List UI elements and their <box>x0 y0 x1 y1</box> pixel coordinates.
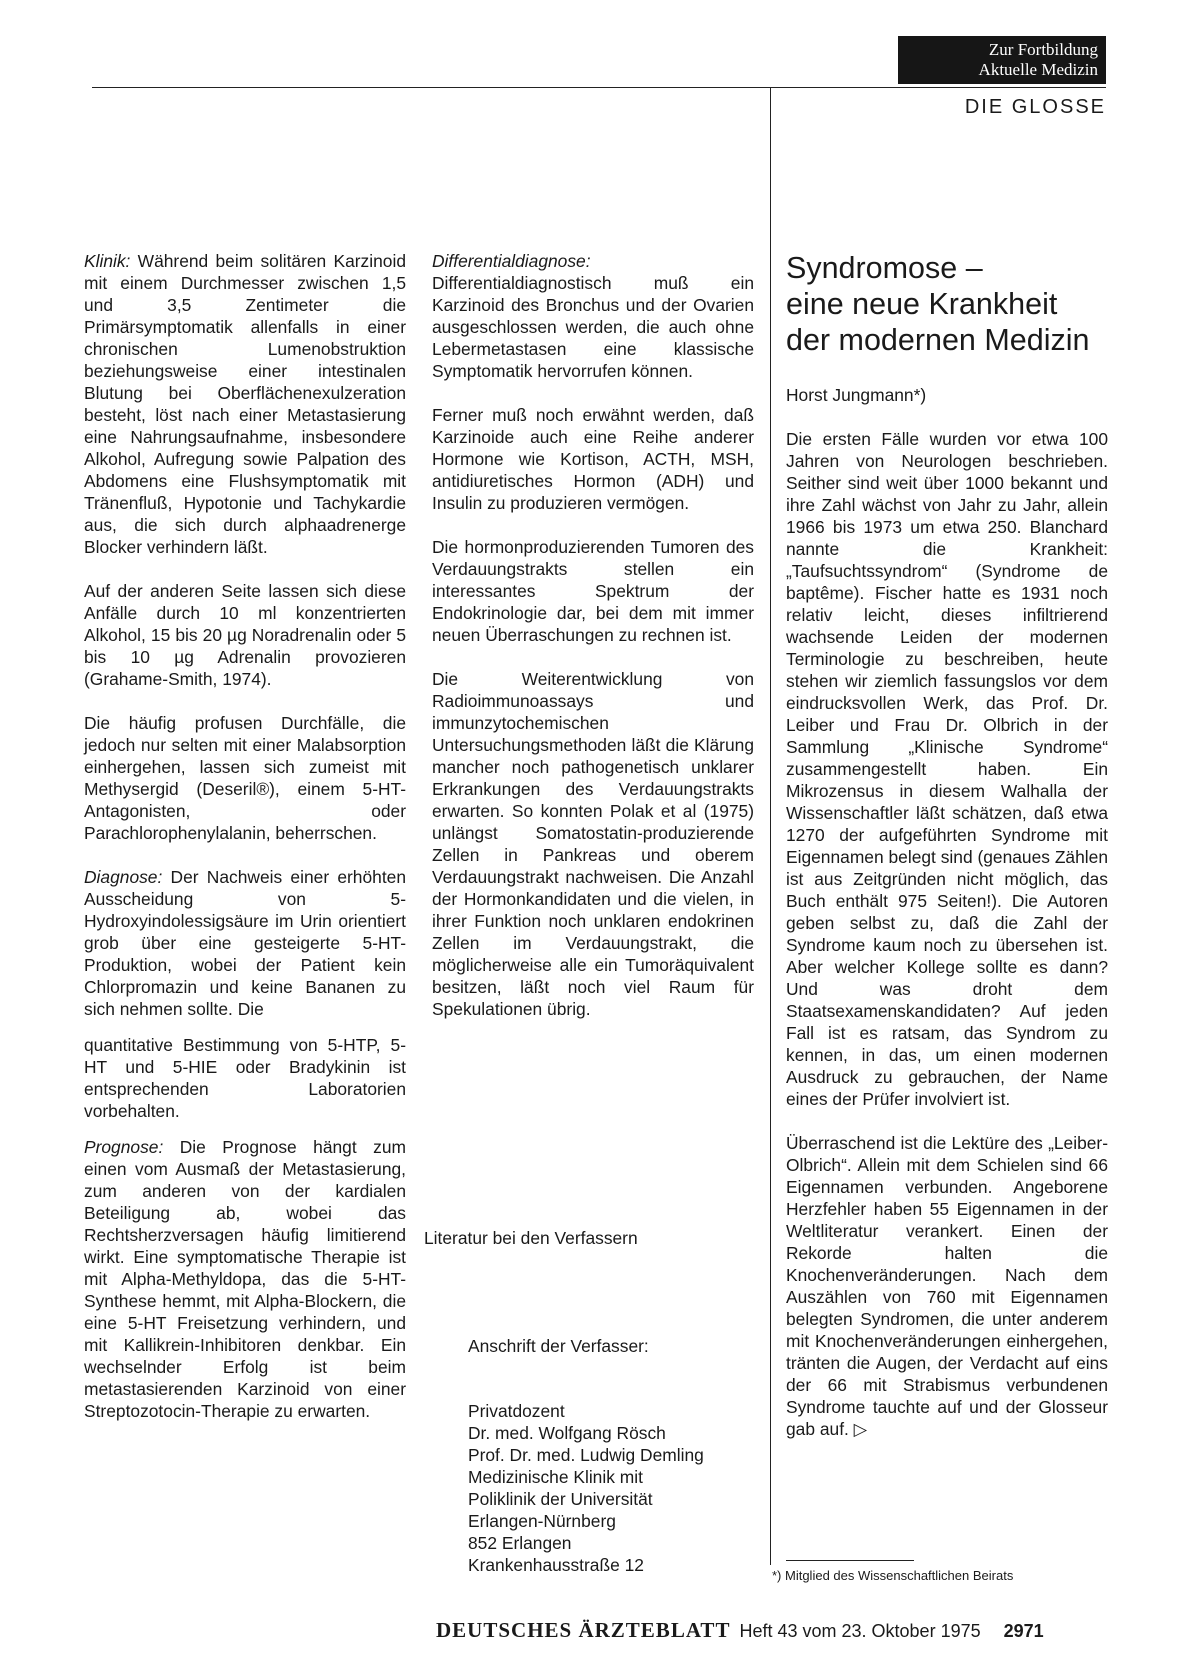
paragraph: Die ersten Fälle wurden vor etwa 100 Jahren von Neurologen beschrieben. Seither sind weit über 1000 bekannt und ihre Zahl wächst von Jahr zu Jahr, allein 1966 bis 1973 um etwa 250. Blanchard nannte die Krankheit: „Taufsuchtssyndrom“ (Syndrome de baptême). Fischer hatte es 1931 noch relativ leicht, dieses infiltrierend wachsende Leiden der modernen Terminologie zu beschreiben, heute stehen wir ziemlich fassungslos vor dem eindrucksvollen Werk, das Prof. Dr. Leiber und Frau Dr. Olbrich in der Sammlung „Klinische Syndrome“ zusammengestellt haben. Ein Mikrozensus in diesem Walhalla der Wissenschaftler läßt schätzen, daß etwa 1270 der aufgeführten Syndrome mit Eigennamen belegt sind (genaues Zählen ist aus Zeitgründen nicht möglich, das Buch enthält 975 Seiten!). Die Autoren geben selbst zu, daß die Zahl der Syndrome kaum noch zu übersehen ist. Aber welcher Kollege sollte es dann? Und was droht dem Staatsexamenskandidaten? Auf jeden Fall ist es ratsam, das Syndrom zu kennen, in das, um einen modernen Ausdruck zu gebrauchen, der Name eines der Prüfer involviert ist. <box>786 429 1108 1109</box>
address-line: 852 Erlangen <box>468 1533 572 1553</box>
gloss-author: Horst Jungmann*) <box>786 385 927 405</box>
paragraph-lead: Klinik: <box>84 251 131 271</box>
address-heading: Anschrift der Verfasser: <box>468 1336 649 1356</box>
address-line: Erlangen-Nürnberg <box>468 1511 616 1531</box>
issue-info: Heft 43 vom 23. Oktober 1975 <box>739 1621 981 1641</box>
address-line: Krankenhausstraße 12 <box>468 1555 644 1575</box>
paragraph <box>84 250 406 558</box>
gloss-title <box>786 250 1108 358</box>
section-badge <box>898 36 1106 84</box>
left-column <box>84 250 406 1444</box>
badge-line-2: Aktuelle Medizin <box>978 60 1098 79</box>
footnote: *) Mitglied des Wissenschaftlichen Beirats <box>772 1568 1014 1583</box>
literature-note: Literatur bei den Verfassern <box>424 1228 638 1248</box>
section-label: DIE GLOSSE <box>964 96 1106 118</box>
paragraph-text: Die Prognose hängt zum einen vom Ausmaß der Metastasierung, zum anderen von der kardialen Beteiligung ab, wobei das Rechtsherzversagen häufig limitierend wirkt. Eine symptomatische Therapie ist mit Alpha-Methyldopa, das die 5-HT-Synthese hemmt, mit Alpha-Blockern, die eine 5-HT Freisetzung verhindern, und mit Kallikrein-Inhibitoren denkbar. Ein wechselnder Erfolg ist beim metastasierenden Karzinoid von einer Streptozotocin-Therapie zu erwarten. <box>84 1137 406 1421</box>
paragraph <box>432 250 754 382</box>
address-line: Poliklinik der Universität <box>468 1489 653 1509</box>
footnote-rule <box>786 1560 914 1561</box>
gloss-column <box>786 250 1108 1462</box>
address-line: Medizinische Klinik mit <box>468 1467 643 1487</box>
address-line: Dr. med. Wolfgang Rösch <box>468 1423 666 1443</box>
title-line: Syndromose – <box>786 251 983 285</box>
paragraph: Überraschend ist die Lektüre des „Leiber-Olbrich“. Allein mit dem Schielen sind 66 Eigennamen verbunden. Angeborene Herzfehler haben 55 Eigennamen in der Weltliteratur verankert. Einen der Rekorde halten die Knochenveränderungen. Nach dem Auszählen von 760 mit Eigennamen belegten Syndromen, die unter anderem mit Knochenveränderungen einhergehen, tränten die Augen, der Verdacht auf eins der 66 mit Strabismus verbundenen Syndrome tauchte auf und der Glosseur gab auf. ▷ <box>786 1133 1108 1439</box>
address-line: Privatdozent <box>468 1401 565 1421</box>
author-address <box>468 1400 704 1576</box>
address-line: Prof. Dr. med. Ludwig Demling <box>468 1445 704 1465</box>
page-footer <box>436 1618 1044 1643</box>
paragraph-text: Während beim solitären Karzinoid mit einem Durchmesser zwischen 1,5 und 3,5 Zentimeter die Primärsymptomatik allenfalls in einer chronischen Lumenobstruktion beziehungsweise einer intestinalen Blutung bei Oberflächenexulzeration besteht, löst nach einer Metastasierung eine Nahrungsaufnahme, insbesondere Alkohol, Aufregung sowie Palpation des Abdomens eine Flushsymptomatik mit Tränenfluß, Hypotonie und Tachykardie aus, die sich durch alphaadrenerge Blocker verhindern läßt. <box>84 251 406 557</box>
paragraph <box>84 866 406 1020</box>
badge-line-1: Zur Fortbildung <box>988 40 1098 59</box>
page-number: 2971 <box>1003 1621 1044 1641</box>
paragraph: Die Weiterentwicklung von Radioimmunoassays und immunzytochemischen Untersuchungsmethoden läßt die Klärung mancher noch pathogenetisch unklarer Erkrankungen des Verdauungstrakts erwarten. So konnten Polak et al (1975) unlängst Somatostatin-produzierende Zellen in Pankreas und oberem Verdauungstrakt nachweisen. Die Anzahl der Hormonkandidaten und die vielen, in ihrer Funktion noch unklaren endokrinen Zellen im Verdauungstrakt, die möglicherweise alle ein Tumoräquivalent besitzen, läßt noch viel Raum für Spekulationen übrig. <box>432 669 754 1019</box>
paragraph-lead: Prognose: <box>84 1137 164 1157</box>
paragraph-text: Differentialdiagnostisch muß ein Karzinoid des Bronchus und der Ovarien ausgeschlossen werden, die auch ohne Lebermetastasen eine klassische Symptomatik hervorrufen können. <box>432 273 754 381</box>
journal-name: DEUTSCHES ÄRZTEBLATT <box>436 1618 731 1642</box>
paragraph: Auf der anderen Seite lassen sich diese Anfälle durch 10 ml konzentrierten Alkohol, 15 bis 20 µg Noradrenalin oder 5 bis 10 µg Adrenalin provozieren (Grahame-Smith, 1974). <box>84 581 406 689</box>
title-line: der modernen Medizin <box>786 323 1090 357</box>
paragraph: quantitative Bestimmung von 5-HTP, 5-HT und 5-HIE oder Bradykinin ist entsprechenden Laboratorien vorbehalten. <box>84 1035 406 1121</box>
column-divider <box>770 87 771 1565</box>
middle-column <box>432 250 754 1042</box>
paragraph-lead: Differentialdiagnose: <box>432 251 591 271</box>
paragraph: Die hormonproduzierenden Tumoren des Verdauungstrakts stellen ein interessantes Spektrum der Endokrinologie dar, bei dem mit immer neuen Überraschungen zu rechnen ist. <box>432 537 754 645</box>
paragraph: Ferner muß noch erwähnt werden, daß Karzinoide auch eine Reihe anderer Hormone wie Kortison, ACTH, MSH, antidiuretisches Hormon (ADH) und Insulin zu produzieren vermögen. <box>432 405 754 513</box>
paragraph: Die häufig profusen Durchfälle, die jedoch nur selten mit einer Malabsorption einhergehen, lassen sich zumeist mit Methysergid (Deseril®), einem 5-HT-Antagonisten, oder Parachlorophenylalanin, beherrschen. <box>84 713 406 843</box>
paragraph-lead: Diagnose: <box>84 867 163 887</box>
paragraph-text: Der Nachweis einer erhöhten Ausscheidung von 5-Hydroxyindolessigsäure im Urin orientiert grob über eine gesteigerte 5-HT-Produktion, wobei der Patient kein Chlorpromazin und keine Bananen zu sich nehmen sollte. Die <box>84 867 406 1019</box>
title-line: eine neue Krankheit <box>786 287 1058 321</box>
paragraph <box>84 1136 406 1422</box>
top-rule <box>92 87 1106 88</box>
